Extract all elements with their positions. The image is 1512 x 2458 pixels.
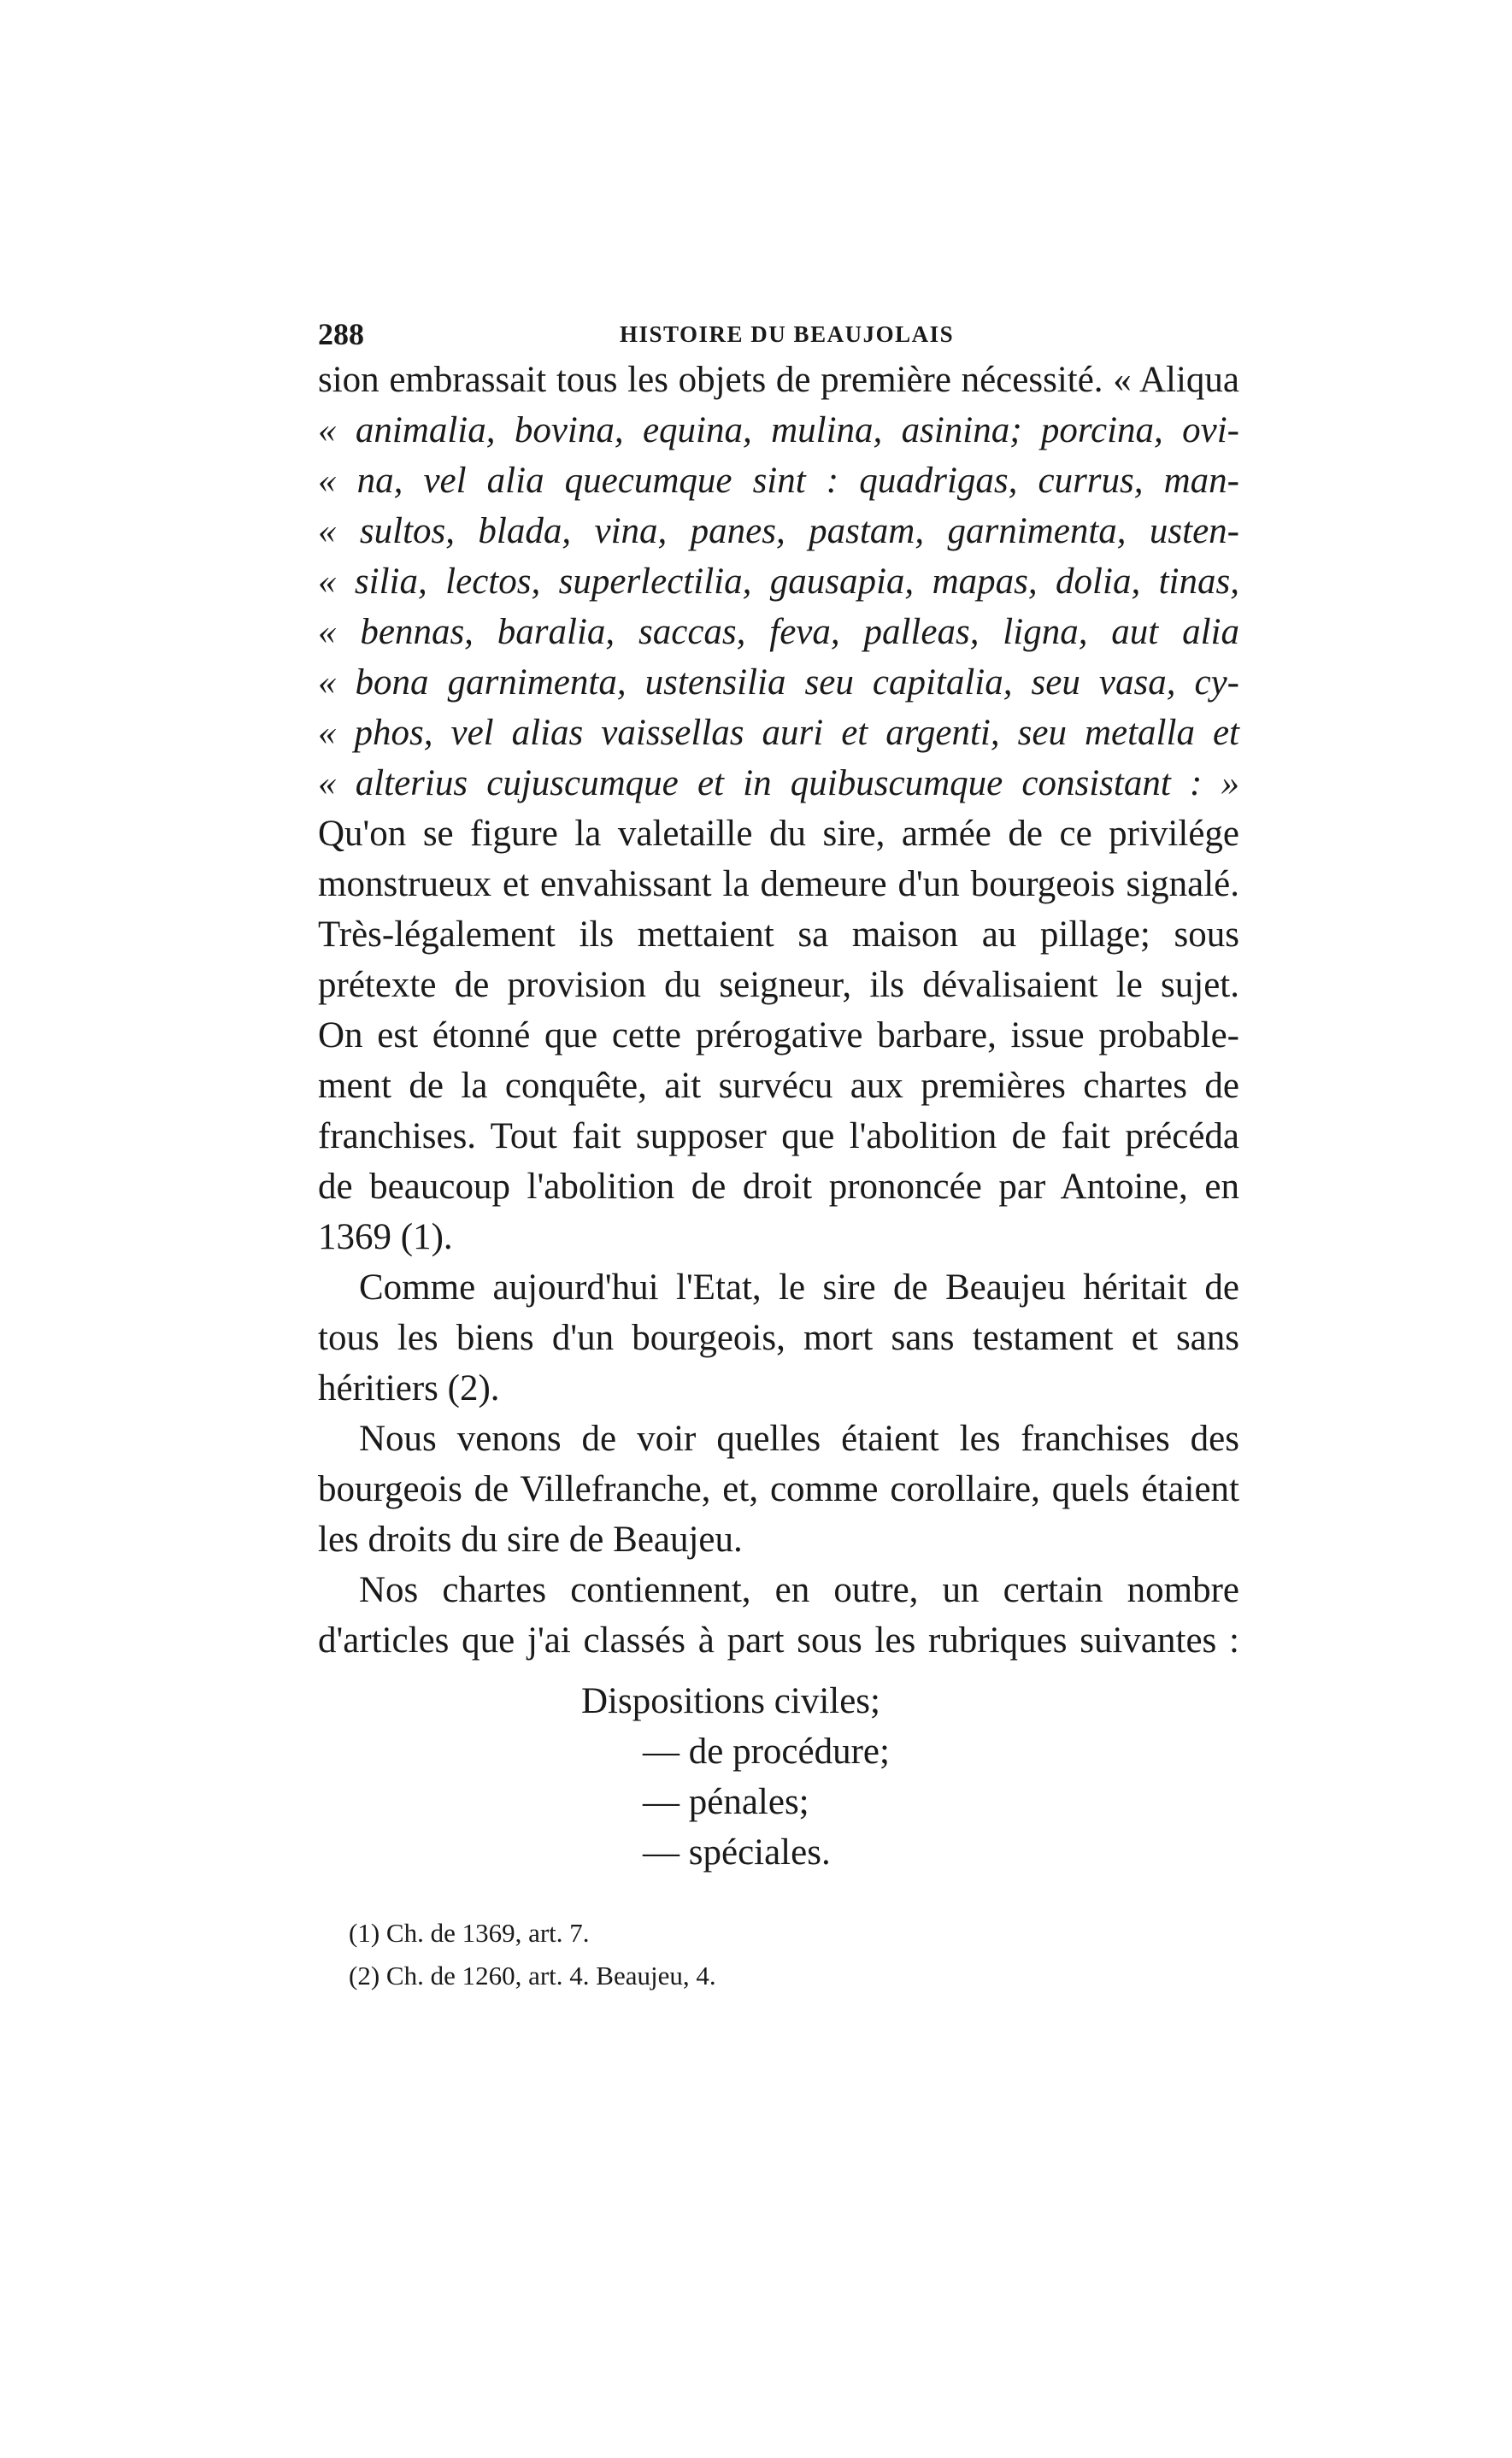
body-line: héritiers (2). (318, 1368, 500, 1408)
body-line: sion embrassait tous les objets de première nécessité. « Aliqua (318, 360, 1239, 400)
page-header (318, 316, 1258, 359)
body-line: On est étonné que cette prérogative barbare, issue probable- (318, 1015, 1239, 1056)
body-line: Qu'on se figure la valetaille du sire, armée de ce privilége (318, 814, 1239, 854)
body-line: « silia, lectos, superlectilia, gausapia, mapas, dolia, tinas, (318, 562, 1239, 602)
body-line: tous les biens d'un bourgeois, mort sans testament et sans (318, 1318, 1239, 1358)
body-line: « na, vel alia quecumque sint : quadrigas, currus, man- (318, 461, 1239, 501)
body-line: « bona garnimenta, ustensilia seu capitalia, seu vasa, cy- (318, 662, 1239, 703)
body-line: ment de la conquête, ait survécu aux premières chartes de (318, 1066, 1239, 1106)
rubric-item: — spéciales. (643, 1832, 831, 1873)
body-line: prétexte de provision du seigneur, ils dévalisaient le sujet. (318, 965, 1239, 1005)
body-line: Comme aujourd'hui l'Etat, le sire de Beaujeu héritait de (359, 1267, 1239, 1308)
body-line: Très-légalement ils mettaient sa maison au pillage; sous (318, 914, 1239, 955)
running-head: HISTOIRE DU BEAUJOLAIS (620, 321, 955, 347)
body-line: « phos, vel alias vaissellas auri et argenti, seu metalla et (318, 713, 1239, 753)
footnote: (1) Ch. de 1369, art. 7. (349, 1918, 590, 1948)
body-line: franchises. Tout fait supposer que l'abolition de fait précéda (318, 1116, 1239, 1156)
body-line: monstrueux et envahissant la demeure d'un bourgeois signalé. (318, 864, 1239, 904)
body-line: « alterius cujuscumque et in quibuscumque consistant : » (318, 763, 1239, 803)
page-number: 288 (318, 317, 364, 351)
body-line: 1369 (1). (318, 1217, 453, 1257)
body-line: Nos chartes contiennent, en outre, un certain nombre (359, 1570, 1239, 1610)
rubric-item: — pénales; (643, 1782, 809, 1822)
body-line: d'articles que j'ai classés à part sous les rubriques suivantes : (318, 1620, 1239, 1661)
body-line: bourgeois de Villefranche, et, comme corollaire, quels étaient (318, 1469, 1239, 1509)
rubric-item: — de procédure; (643, 1732, 890, 1772)
body-line: « sultos, blada, vina, panes, pastam, garnimenta, usten- (318, 511, 1239, 551)
body-line: de beaucoup l'abolition de droit prononcée par Antoine, en (318, 1167, 1239, 1207)
rubric-item: Dispositions civiles; (581, 1681, 880, 1721)
body-line: les droits du sire de Beaujeu. (318, 1520, 743, 1560)
body-line: Nous venons de voir quelles étaient les franchises des (359, 1419, 1239, 1459)
footnote: (2) Ch. de 1260, art. 4. Beaujeu, 4. (349, 1961, 716, 1991)
body-line: « bennas, baralia, saccas, feva, palleas, ligna, aut alia (318, 612, 1239, 652)
body-line: « animalia, bovina, equina, mulina, asinina; porcina, ovi- (318, 410, 1239, 450)
